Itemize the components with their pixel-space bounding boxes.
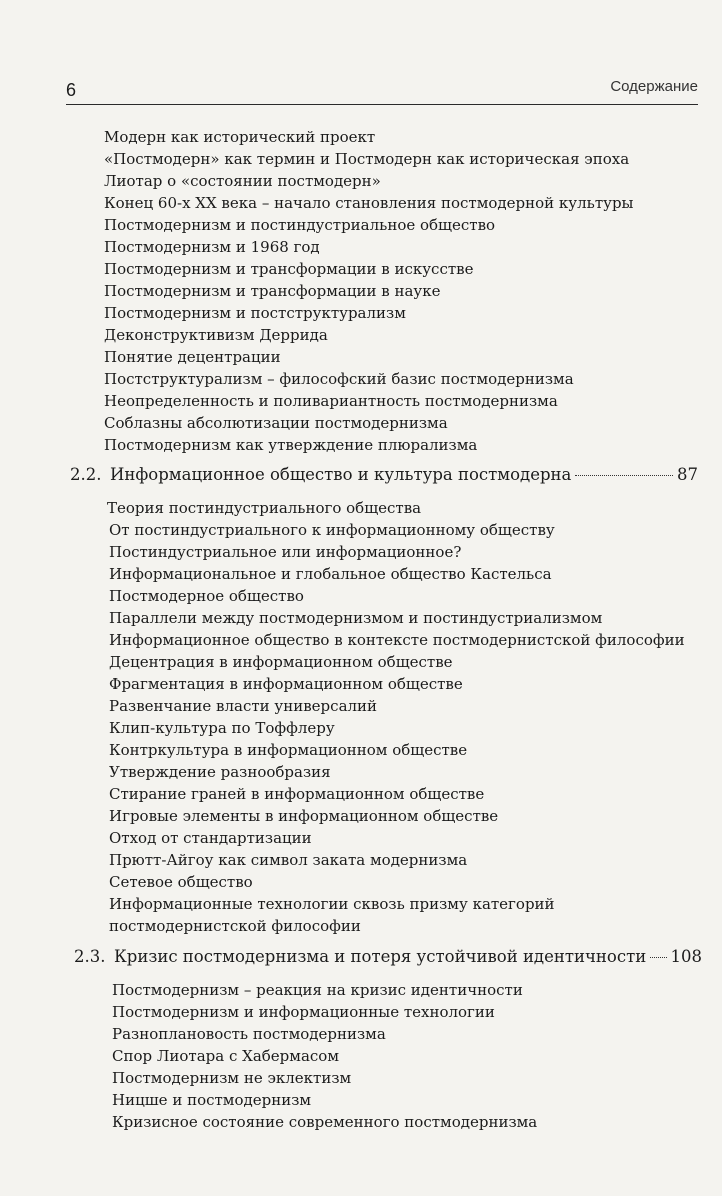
toc-entry[interactable]: Децентрация в информационном обществе [109,653,453,671]
toc-entry[interactable]: «Постмодерн» как термин и Постмодерн как историческая эпоха [104,150,630,168]
section-number: 2.2. [70,465,102,484]
toc-entry[interactable]: Контркультура в информационном обществе [109,741,468,759]
toc-entry[interactable]: Постмодерное общество [109,587,304,605]
running-head: Содержание [610,78,698,95]
section-page: 108 [670,947,702,966]
toc-entry[interactable]: Стирание граней в информационном обществе [109,785,485,803]
toc-entry[interactable]: Постмодернизм и трансформации в науке [104,282,441,300]
toc-entry[interactable]: Фрагментация в информационном обществе [109,675,463,693]
section-title: Информационное общество и культура постмодерна [110,465,572,484]
toc-entry[interactable]: Параллели между постмодернизмом и постиндустриализмом [109,609,603,627]
toc-entry[interactable]: Неопределенность и поливариантность постмодернизма [104,392,558,410]
toc-entry[interactable]: Ницше и постмодернизм [112,1091,312,1109]
toc-entry[interactable]: От постиндустриального к информационному обществу [109,521,555,539]
toc-entry[interactable]: Теория постиндустриального общества [107,499,422,517]
toc-entry[interactable]: Информационное общество в контексте постмодернистской философии [109,631,685,649]
dot-leader [650,957,666,958]
page-header [66,70,698,105]
toc-entry[interactable]: Постмодернизм не эклектизм [112,1069,352,1087]
toc-entry[interactable]: Деконструктивизм Деррида [104,326,328,344]
toc-entry[interactable]: Модерн как исторический проект [104,128,376,146]
page-number: 6 [66,80,77,100]
toc-entry[interactable]: Утверждение разнообразия [109,763,331,781]
toc-entry[interactable]: Соблазны абсолютизации постмодернизма [104,414,448,432]
toc-entry[interactable]: Постмодернизм и информационные технологии [112,1003,495,1021]
toc-entry[interactable]: Постиндустриальное или информационное? [109,543,462,561]
toc-entry[interactable]: Игровые элементы в информационном обществе [109,807,499,825]
dot-leader [575,475,673,476]
toc-entry[interactable]: Отход от стандартизации [109,829,312,847]
toc-entry[interactable]: Информационные технологии сквозь призму категорий постмодернистской философии [109,895,555,935]
toc-entry[interactable]: Постмодернизм и трансформации в искусстве [104,260,474,278]
toc-entry[interactable]: Лиотар о «состоянии постмодерн» [104,172,381,190]
toc-entry[interactable]: Конец 60-х XX века – начало становления постмодерной культуры [104,194,634,212]
toc-section-2-3[interactable] [74,946,702,968]
toc-entry[interactable]: Прютт-Айгоу как символ заката модернизма [109,851,468,869]
toc-entry[interactable]: Постмодернизм и постструктурализм [104,304,406,322]
section-title: Кризис постмодернизма и потеря устойчивой идентичности [114,947,647,966]
toc-entry[interactable]: Постструктурализм – философский базис постмодернизма [104,370,574,388]
section-number: 2.3. [74,947,106,966]
toc-entry[interactable]: Постмодернизм – реакция на кризис идентичности [112,981,523,999]
toc-entry[interactable]: Спор Лиотара с Хабермасом [112,1047,339,1065]
toc-entry[interactable]: Постмодернизм как утверждение плюрализма [104,436,478,454]
toc-section-2-2[interactable] [70,464,698,486]
toc-entry[interactable]: Клип-культура по Тоффлеру [109,719,335,737]
toc-entry[interactable]: Понятие децентрации [104,348,281,366]
toc-entry[interactable]: Разноплановость постмодернизма [112,1025,386,1043]
toc-entry[interactable]: Информациональное и глобальное общество Кастельса [109,565,552,583]
toc-entry[interactable]: Постмодернизм и 1968 год [104,238,320,256]
toc-entry[interactable]: Кризисное состояние современного постмодернизма [112,1113,538,1131]
section-page: 87 [677,465,698,484]
toc-entry[interactable]: Развенчание власти универсалий [109,697,378,715]
toc-entry[interactable]: Постмодернизм и постиндустриальное общество [104,216,496,234]
toc-entry[interactable]: Сетевое общество [109,873,253,891]
